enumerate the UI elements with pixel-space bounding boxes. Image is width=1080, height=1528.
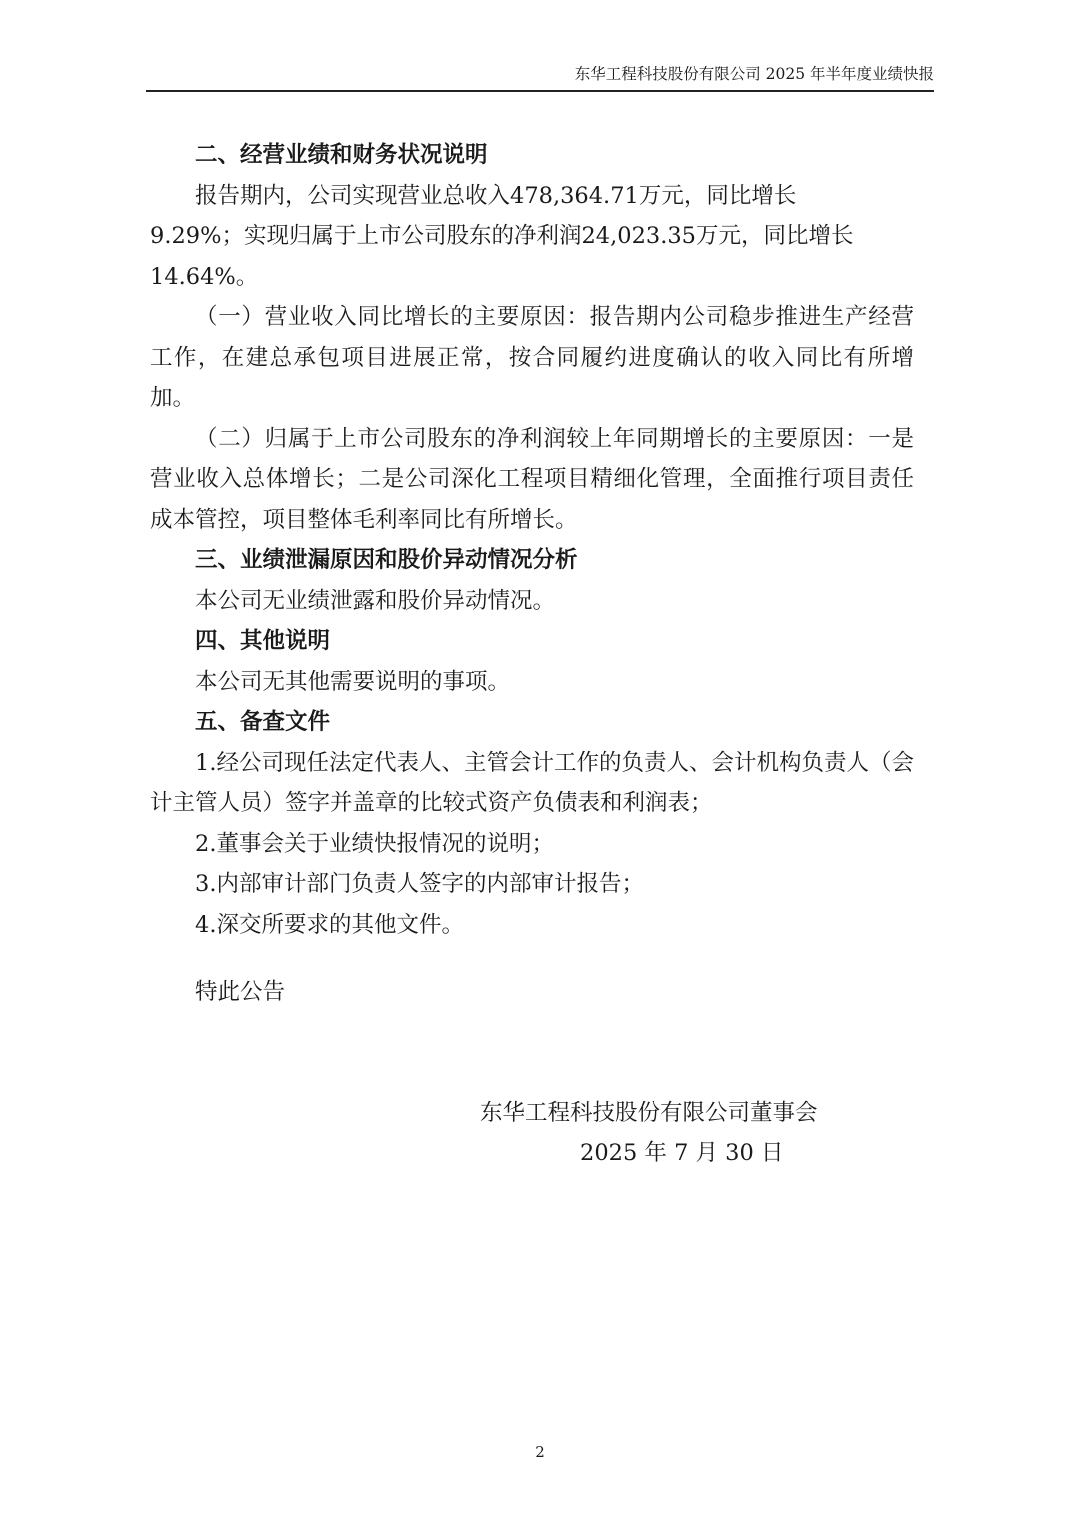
section-2-summary-line-1: 报告期内，公司实现营业总收入478,364.71万元，同比增长 <box>195 182 797 209</box>
page-number: 2 <box>535 1443 545 1461</box>
section-3-text: 本公司无业绩泄露和股价异动情况。 <box>195 587 556 614</box>
section-5-heading: 五、备查文件 <box>195 709 331 735</box>
section-2-reason-1: （一）营业收入同比增长的主要原因：报告期内公司稳步推进生产经营工作，在建总承包项目进展正常，按合同履约进度确认的收入同比有所增加。 <box>150 304 914 411</box>
section-2-reason-2: （二）归属于上市公司股东的净利润较上年同期增长的主要原因：一是营业收入总体增长；二是公司深化工程项目精细化管理，全面推行项目责任成本管控，项目整体毛利率同比有所增长。 <box>150 425 914 533</box>
section-2-summary-line-2: 9.29%；实现归属于上市公司股东的净利润24,023.35万元，同比增长 <box>150 223 854 249</box>
document-body <box>150 135 914 1013</box>
section-3-heading: 三、业绩泄漏原因和股价异动情况分析 <box>195 547 578 573</box>
signature-block <box>470 1093 870 1173</box>
signature-date: 2025 年 7 月 30 日 <box>580 1140 784 1166</box>
reference-document-item: 2.董事会关于业绩快报情况的说明； <box>195 830 554 857</box>
reference-document-item: 3.内部审计部门负责人签字的内部审计报告； <box>195 871 644 897</box>
section-2-summary-line-3: 14.64%。 <box>150 263 259 290</box>
section-4-text: 本公司无其他需要说明的事项。 <box>195 668 511 695</box>
section-2-heading: 二、经营业绩和财务状况说明 <box>195 142 488 168</box>
signature-company: 东华工程科技股份有限公司董事会 <box>480 1100 818 1126</box>
page-header <box>146 60 934 92</box>
reference-document-item: 1.经公司现任法定代表人、主管会计工作的负责人、会计机构负责人（会计主管人员）签字并盖章的比较式资产负债表和利润表； <box>150 749 914 816</box>
reference-document-item: 4.深交所要求的其他文件。 <box>195 911 464 938</box>
section-4-heading: 四、其他说明 <box>195 628 331 654</box>
closing-statement: 特此公告 <box>195 979 286 1005</box>
header-title: 东华工程科技股份有限公司 2025 年半年度业绩快报 <box>574 65 934 83</box>
